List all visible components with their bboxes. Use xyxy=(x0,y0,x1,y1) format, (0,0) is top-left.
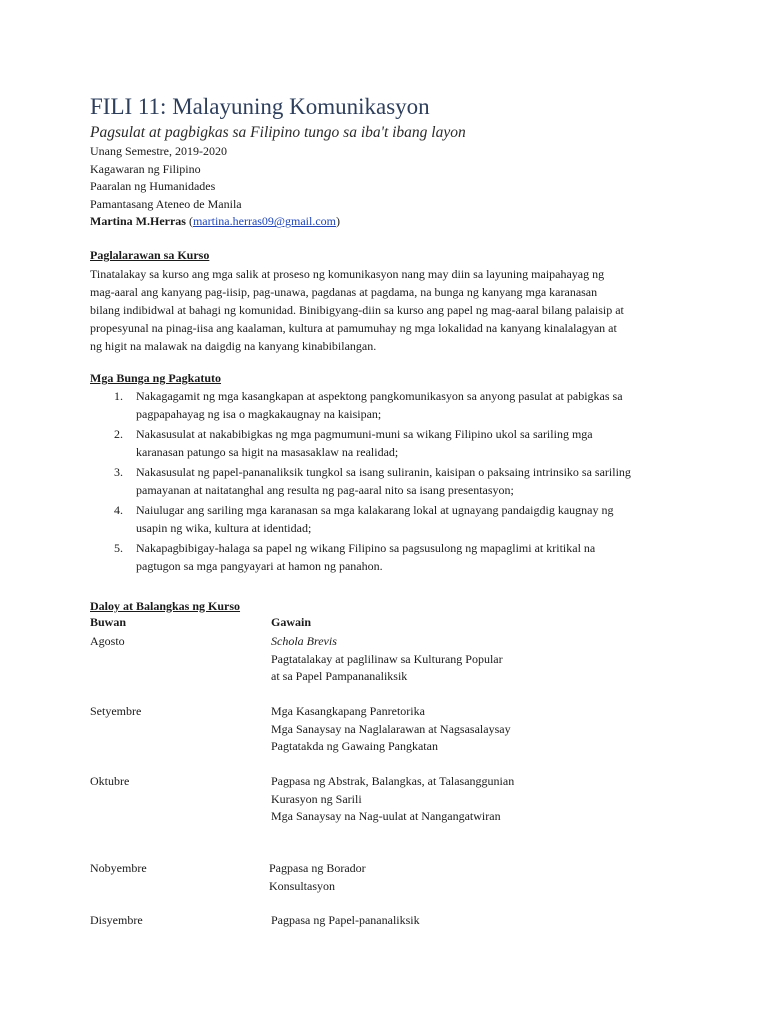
outcome-number: 5. xyxy=(114,541,123,555)
outcome-line: Nakapagbibigay-halaga sa papel ng wikang Filipino sa pagsusulong ng mapaglimi at kritikal na xyxy=(136,541,596,555)
schedule-activity: at sa Papel Pampananaliksik xyxy=(271,669,408,684)
outcome-item xyxy=(90,387,680,423)
schedule-activity: Konsultasyon xyxy=(269,878,335,893)
author-email-open: ( xyxy=(185,214,193,229)
schedule-activities xyxy=(271,773,514,826)
course-meta xyxy=(90,143,340,231)
schedule-month: Oktubre xyxy=(90,774,130,788)
semester-text: Unang Semestre, 2019-2020 xyxy=(90,144,227,158)
schedule-month: Agosto xyxy=(90,634,125,648)
description-heading: Paglalarawan sa Kurso xyxy=(90,248,210,262)
description-line: Tinatalakay sa kurso ang mga salik at proseso ng komunikasyon nang may diin sa layuning maipahayag ng xyxy=(90,267,605,281)
description-line: ng higit na malawak na daigdig na kanyang kinabibilangan. xyxy=(90,339,377,353)
schedule-month: Disyembre xyxy=(90,913,143,927)
outcome-number: 3. xyxy=(114,465,123,479)
schedule-activity: Mga Sanaysay na Naglalarawan at Nagsasalaysay xyxy=(271,721,511,736)
schedule-activities xyxy=(269,860,366,895)
university-text: Pamantasang Ateneo de Manila xyxy=(90,196,242,211)
author-email-link[interactable]: martina.herras09@gmail.com xyxy=(192,214,336,229)
outcome-number: 2. xyxy=(114,427,123,441)
schedule-activity: Pagtatakda ng Gawaing Pangkatan xyxy=(271,739,438,754)
schedule-activities xyxy=(271,633,503,686)
outcome-item xyxy=(90,425,680,461)
outcome-line: karanasan patungo sa higit na masasaklaw na realidad; xyxy=(136,445,399,459)
schedule-header-row xyxy=(90,614,690,632)
outcome-line: pagpapahayag ng isa o magkakaugnay na kaisipan; xyxy=(136,407,382,421)
schedule-activity: Mga Sanaysay na Nag-uulat at Nangangatwiran xyxy=(271,809,501,824)
description-paragraph xyxy=(90,265,670,355)
outcome-line: Nakasusulat ng papel-pananaliksik tungkol sa isang suliranin, kaisipan o paksaing intrinsiko sa sariling xyxy=(136,465,631,479)
outcome-line: pagtugon sa mga pangyayari at hamon ng panahon. xyxy=(136,559,383,573)
course-title: FILI 11: Malayuning Komunikasyon xyxy=(90,94,430,119)
outcome-line: Naiulugar ang sariling mga karanasan sa mga kalakarang lokal at ugnayang pandaigdig kaugnay ng xyxy=(136,503,614,517)
schedule-activity: Schola Brevis xyxy=(271,634,337,648)
author-email-close: ) xyxy=(335,214,340,229)
outcome-line: Nakagagamit ng mga kasangkapan at aspektong pangkomunikasyon sa anyong pasulat at pabigkas sa xyxy=(136,389,623,403)
schedule-heading: Daloy at Balangkas ng Kurso xyxy=(90,599,241,613)
outcome-line: Nakasusulat at nakabibigkas ng mga pagmumuni-muni sa wikang Filipino ukol sa sariling mga xyxy=(136,427,593,441)
outcome-item xyxy=(90,501,680,537)
department-text: Kagawaran ng Filipino xyxy=(90,161,201,176)
outcome-number: 4. xyxy=(114,503,123,517)
schedule-activity: Mga Kasangkapang Panretorika xyxy=(271,704,425,718)
schedule-month: Setyembre xyxy=(90,704,142,718)
outcomes-heading: Mga Bunga ng Pagkatuto xyxy=(90,371,222,385)
description-line: mag-aaral ang kanyang pag-iisip, pag-unawa, pagdanas at pagdama, na bunga ng kanyang mga karanasan xyxy=(90,285,598,299)
outcome-line: usapin ng wika, kultura at identidad; xyxy=(136,521,312,535)
author-name: Martina M.Herras xyxy=(90,214,186,229)
author-line xyxy=(90,213,340,231)
activity-column-header: Gawain xyxy=(271,615,312,629)
schedule-table xyxy=(90,614,690,927)
schedule-activity: Pagpasa ng Abstrak, Balangkas, at Talasanggunian xyxy=(271,774,515,788)
schedule-activity: Pagtatalakay at paglilinaw sa Kulturang Popular xyxy=(271,651,503,666)
outcome-item xyxy=(90,539,680,575)
outcomes-list xyxy=(90,387,680,577)
description-line: bilang indibidwal at bahagi ng komunidad. Binibigyang-diin sa kurso ang papel ng mag-aaral bilang palaisip at xyxy=(90,303,624,317)
school-text: Paaralan ng Humanidades xyxy=(90,179,216,194)
schedule-month: Nobyembre xyxy=(90,861,147,875)
outcome-line: pamayanan at naitatanghal ang resulta ng pag-aaral nito sa isang presentasyon; xyxy=(136,483,514,497)
schedule-activity: Pagpasa ng Papel-pananaliksik xyxy=(271,913,420,927)
month-column-header: Buwan xyxy=(90,615,127,629)
schedule-activity: Pagpasa ng Borador xyxy=(269,861,366,875)
schedule-activity: Kurasyon ng Sarili xyxy=(271,791,362,806)
description-line: propesyunal na pinag-iisa ang kaalaman, kultura at pamumuhay ng mga lokalidad na kanyang kinalalagyan at xyxy=(90,321,617,335)
schedule-activities xyxy=(271,703,511,756)
outcome-number: 1. xyxy=(114,389,123,403)
outcome-item xyxy=(90,463,680,499)
schedule-activities xyxy=(271,912,420,930)
course-subtitle: Pagsulat at pagbigkas sa Filipino tungo sa iba't ibang layon xyxy=(90,124,466,141)
